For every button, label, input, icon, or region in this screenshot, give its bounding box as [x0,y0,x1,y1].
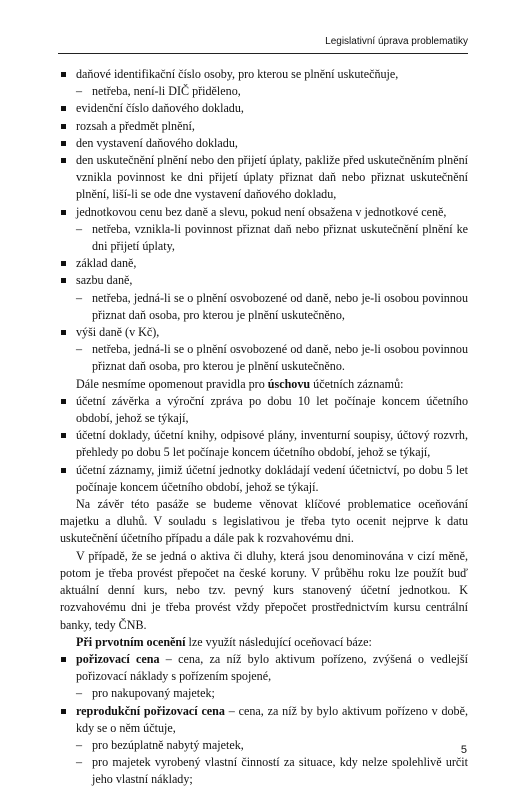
dash-subitem: – pro majetek vyrobený vlastní činností za situace, kdy nelze spolehlivě určit jeho vlastní náklady; [60,754,468,788]
bullet-item: evidenční číslo daňového dokladu, [60,100,468,117]
text-run: – cena, za níž by bylo aktivum pořízeno v době, kdy se o něm účtuje, [76,703,468,735]
bullet-item: rozsah a předmět plnění, [60,118,468,135]
running-title: Legislativní úprava problematiky [325,36,468,47]
paragraph: Na závěr této pasáže se budeme věnovat klíčové problematice oceňování majetku a dluhů. V souladu s legislativou je třeba tyto ocenit nejprve k datu uskutečnění účetního případu a dále pak k rozvahovému dni. [60,497,468,546]
page-number: 5 [460,744,467,756]
bullet-item: sazbu daně, [60,272,468,289]
dash-subitem: – netřeba, není-li DIČ přiděleno, [60,83,468,100]
bullet-item: účetní doklady, účetní knihy, odpisové plány, inventurní soupisy, účtový rozvrh, přehledy po dobu 5 let počínaje koncem účetního období, jehož se týkají, [60,427,468,461]
text-run: účetních záznamů: [310,376,404,391]
header-rule [58,53,468,54]
page-body [60,66,468,789]
bullet-item: účetní závěrka a výroční zpráva po dobu 10 let počínaje koncem účetního období, jehož se týkají, [60,393,468,427]
bullet-item: daňové identifikační číslo osoby, pro kterou se plnění uskutečňuje, [60,66,468,83]
bold-term: reprodukční pořizovací cena [76,703,225,718]
bold-term: úschovu [267,376,311,391]
bullet-item: den vystavení daňového dokladu, [60,135,468,152]
dash-subitem: – pro bezúplatně nabytý majetek, [60,737,468,754]
dash-subitem: – netřeba, vznikla-li povinnost přiznat daň nebo přiznat uskutečnění plnění ke dni přijetí úplaty, [60,221,468,255]
paragraph [60,376,468,393]
text-run: lze využít následující oceňovací báze: [185,634,372,649]
bullet-item: den uskutečnění plnění nebo den přijetí úplaty, pakliže před uskutečněním plnění vznikla povinnost ke dni přijetí úplaty přiznat daň nebo přiznat uskutečnění plnění, liší-li se ode dne vystavení daňového dokladu, [60,152,468,204]
bullet-item [60,651,468,685]
bullet-item [60,703,468,737]
dash-subitem: – netřeba, jedná-li se o plnění osvobozené od daně, nebo je-li osobou povinnou přiznat daň osoba, pro kterou je plnění uskutečněno. [60,341,468,375]
bullet-item: výši daně (v Kč), [60,324,468,341]
paragraph: V případě, že se jedná o aktiva či dluhy, která jsou denominována v cizí měně, potom je třeba provést přepočet na české koruny. V průběhu roku lze použít buď aktuální denní kurs, nebo tzv. pevný kurs stanovený účetní jednotkou. K rozvahovému dni je třeba provést vždy přepočet prostřednictvím kursu centrální banky, tedy ČNB. [60,548,468,632]
paragraph [60,634,468,651]
bullet-item: jednotkovou cenu bez daně a slevu, pokud není obsažena v jednotkové ceně, [60,204,468,221]
bullet-item: účetní záznamy, jimiž účetní jednotky dokládají vedení účetnictví, po dobu 5 let počínaje koncem účetního období, jehož se týkají. [60,462,468,496]
dash-subitem: – pro nakupovaný majetek; [60,685,468,702]
text-run: Dále nesmíme opomenout pravidla pro [76,376,268,391]
bullet-item: základ daně, [60,255,468,272]
text-run: – cena, za níž bylo aktivum pořízeno, zvýšená o vedlejší pořizovací náklady s pořízením spojené, [76,651,468,684]
bold-term: pořizovací cena [76,651,160,666]
bold-term: Při prvotním ocenění [76,634,186,649]
dash-subitem: – netřeba, jedná-li se o plnění osvobozené od daně, nebo je-li osobou povinnou přiznat daň osoba, pro kterou je plnění uskutečněno, [60,290,468,324]
